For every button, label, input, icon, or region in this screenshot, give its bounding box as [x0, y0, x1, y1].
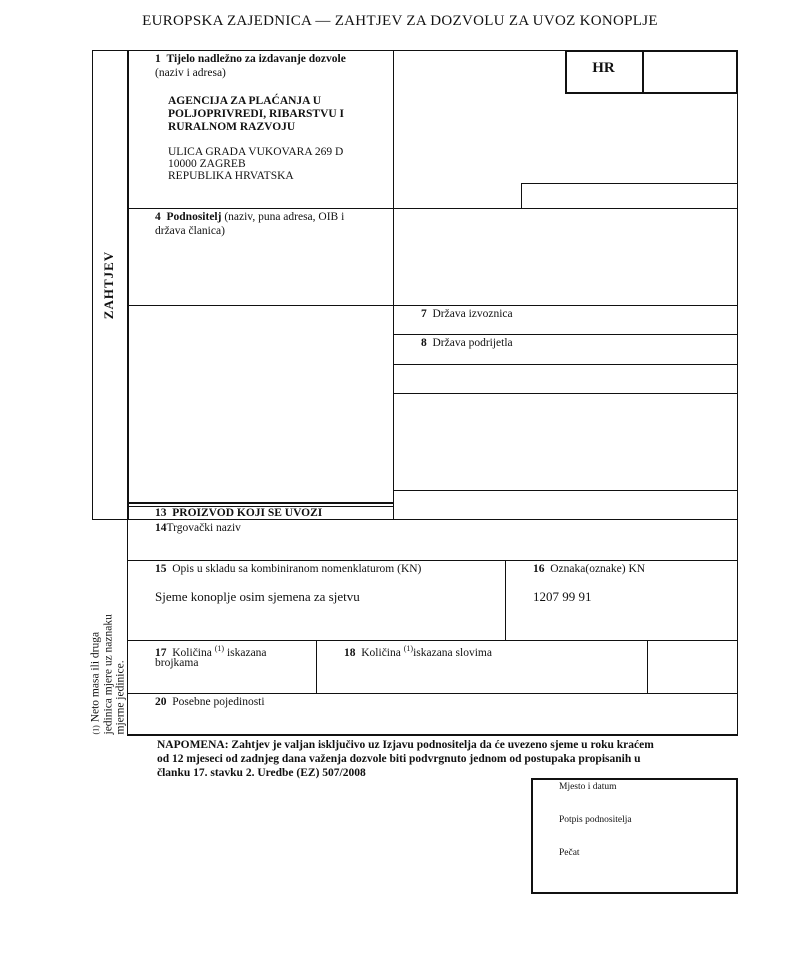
field-label: Količina	[172, 646, 212, 659]
footnote-text: Neto masa ili druga	[89, 631, 102, 723]
divider	[127, 519, 128, 735]
stamp-label: Pečat	[559, 848, 580, 858]
divider	[737, 519, 738, 735]
divider	[393, 393, 738, 394]
field-sublabel: (naziv i adresa)	[155, 67, 226, 79]
field-label: PROIZVOD KOJI SE UVOZI	[172, 507, 323, 519]
org-line: POLJOPRIVREDI, RIBARSTVU I	[168, 108, 345, 120]
note-line: NAPOMENA: Zahtjev je valjan isključivo uz Izjavu podnositelja da će uvezeno sjeme u roku kraćem	[157, 739, 654, 751]
footnote-text: jedinica mjere uz naznaku	[102, 614, 115, 735]
field-label: Količina	[361, 646, 401, 659]
signature-box[interactable]	[531, 778, 738, 894]
field-number: 17	[155, 646, 167, 659]
field-label: brojkama	[155, 657, 199, 669]
divider	[127, 560, 738, 561]
divider	[647, 640, 648, 693]
field-label: iskazana slovima	[413, 646, 492, 659]
address-line: REPUBLIKA HRVATSKA	[168, 170, 294, 182]
field-number: 7	[421, 308, 427, 320]
licence-number-box[interactable]	[521, 183, 738, 209]
footnote-text: mjerne jedinice.	[114, 660, 127, 735]
field-number: 15	[155, 563, 167, 575]
field-number: 13	[155, 507, 167, 519]
form-title: EUROPSKA ZAJEDNICA — ZAHTJEV ZA DOZVOLU ZA UVOZ KONOPLJE	[142, 13, 658, 29]
field-sublabel: (naziv, puna adresa, OIB i	[224, 211, 345, 223]
field-number: 8	[421, 337, 427, 349]
footnote-ref: (1)	[214, 644, 225, 653]
side-label-wrap	[92, 50, 127, 520]
field-label: Trgovački naziv	[166, 522, 241, 534]
field-label: Država izvoznica	[432, 308, 513, 320]
field-label: Podnositelj	[166, 211, 222, 223]
divider	[505, 560, 506, 640]
org-line: AGENCIJA ZA PLAĆANJA U	[168, 95, 322, 107]
place-date-label: Mjesto i datum	[559, 782, 617, 792]
footnote-marker: (1)	[91, 725, 101, 735]
footnote-ref: (1)	[403, 644, 414, 653]
cn-code: 1207 99 91	[533, 589, 592, 604]
field-sublabel: država članica)	[155, 225, 225, 237]
field-label: Posebne pojedinosti	[172, 696, 265, 708]
field-number: 16	[533, 563, 545, 575]
field-number: 18	[344, 646, 356, 659]
field-number: 1	[155, 53, 161, 65]
org-line: RURALNOM RAZVOJU	[168, 121, 296, 133]
divider	[127, 734, 738, 736]
field-number: 20	[155, 696, 167, 708]
divider	[393, 334, 738, 335]
divider	[642, 50, 644, 94]
country-code: HR	[592, 60, 615, 76]
divider	[127, 305, 738, 306]
divider	[127, 502, 393, 504]
field-label: Oznaka(oznake) KN	[550, 563, 646, 575]
field-label: Država podrijetla	[432, 337, 513, 349]
address-line: ULICA GRADA VUKOVARA 269 D	[168, 146, 344, 158]
divider	[127, 693, 738, 694]
address-line: 10000 ZAGREB	[168, 158, 246, 170]
signature-label: Potpis podnositelja	[559, 815, 632, 825]
product-description: Sjeme konoplje osim sjemena za sjetvu	[155, 589, 360, 604]
field-number: 14	[155, 522, 167, 534]
divider	[393, 50, 394, 520]
field-label: iskazana	[226, 646, 267, 659]
divider	[393, 364, 738, 365]
divider	[316, 640, 317, 693]
divider	[393, 490, 738, 491]
field-number: 4	[155, 211, 161, 223]
field-label: Tijelo nadležno za izdavanje dozvole	[166, 53, 346, 65]
side-label: ZAHTJEV	[101, 250, 117, 320]
divider	[127, 208, 738, 209]
field-label: Opis u skladu sa kombiniranom nomenklaturom (KN)	[172, 563, 422, 575]
divider	[127, 50, 129, 520]
note-line: članku 17. stavku 2. Uredbe (EZ) 507/2008	[157, 767, 366, 779]
note-line: od 12 mjeseci od zadnjeg dana važenja dozvole biti podvrgnuto jednom od postupaka propisanih u	[157, 753, 641, 765]
